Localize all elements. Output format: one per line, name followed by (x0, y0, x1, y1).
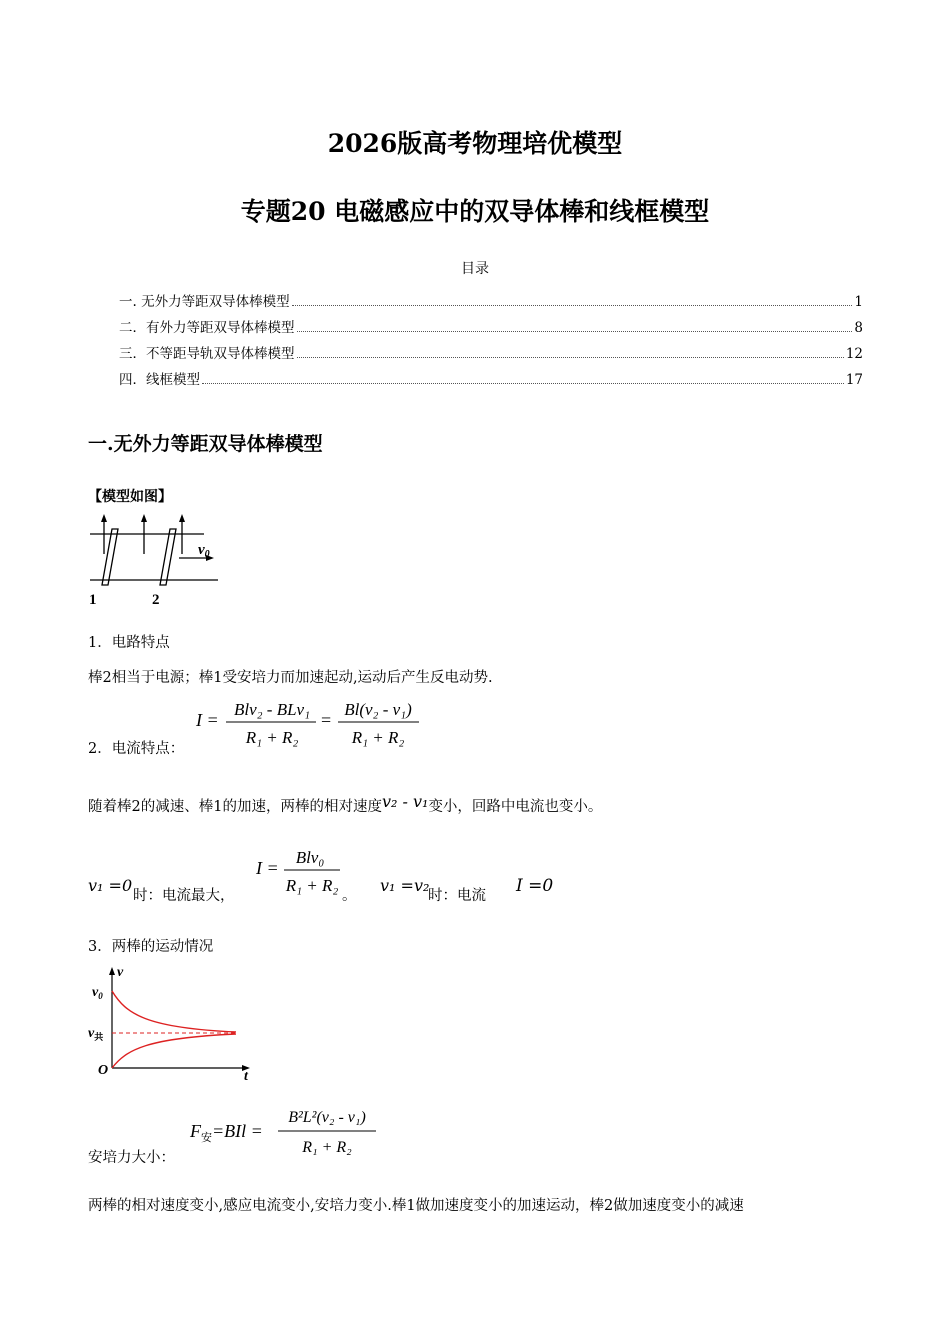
arrow-head-icon (179, 514, 185, 522)
rod-2 (160, 529, 176, 585)
condition-1-text: 时：电流最大， (133, 888, 235, 904)
rod-1-label: 1 (89, 592, 97, 608)
svg-text:Blv₀: Blv₀ (295, 848, 325, 867)
rod-1-curve (112, 1034, 236, 1068)
item1-text: 棒2相当于电源；棒1受安培力而加速起动,运动后产生反电动势. (88, 670, 493, 686)
period: 。 (342, 888, 357, 904)
svg-text:=: = (321, 710, 332, 730)
origin-label: O (98, 1063, 109, 1078)
toc-item-page: 1 (854, 294, 863, 310)
item2-text-a: 随着棒2的减速、棒1的加速，两棒的相对速度 (88, 799, 382, 815)
toc-leader (297, 330, 853, 332)
velocity-time-graph (86, 964, 256, 1084)
condition-2: v₁ =v₂ (380, 876, 430, 895)
item2-paragraph (88, 792, 603, 816)
toc-item-page: 12 (845, 346, 863, 362)
svg-text:R₁ + R₂: R₁ + R₂ (285, 876, 339, 895)
rails-rods-figure (84, 512, 224, 608)
toc-leader (202, 382, 844, 384)
rod-2-curve (112, 991, 236, 1032)
document-subtitle: 专题20 电磁感应中的双导体棒和线框模型 (240, 197, 710, 226)
vshared-tick-label: $v_共$ (88, 1026, 104, 1042)
svg-text:B²L²(v₂ - v₁): B²L²(v₂ - v₁) (288, 1109, 366, 1126)
item3-title: 3．两棒的运动情况 (88, 939, 214, 955)
svg-text:F安=BIl =: $F_安=BIl$ = (190, 1121, 263, 1144)
max-current-equation (254, 842, 354, 902)
svg-text:R₁ + R₂: R₁ + R₂ (245, 728, 299, 747)
force-label: 安培力大小： (88, 1150, 175, 1166)
toc-heading: 目录 (461, 261, 489, 277)
toc-item-page: 17 (845, 372, 863, 388)
toc-item-label: 二．有外力等距双导体棒模型 (119, 320, 295, 336)
relative-velocity: v₂ - v₁ (381, 792, 429, 811)
condition-1: v₁ =0 (88, 876, 133, 895)
toc-item-label: 四．线框模型 (119, 372, 200, 388)
t-axis-label: t (244, 1069, 248, 1084)
last-paragraph: 两棒的相对速度变小,感应电流变小,安培力变小.棒1做加速度变小的加速运动，棒2做加速度变小的减速 (88, 1198, 744, 1214)
toc-item-label: 三．不等距导轨双导体棒模型 (119, 346, 295, 362)
condition-2-text: 时：电流 (428, 888, 486, 904)
toc-leader (292, 304, 853, 306)
current-equation (194, 696, 424, 754)
toc-item[interactable] (119, 368, 863, 386)
v0-tick-label: $v_0$ (92, 985, 103, 1001)
v0-label: $v_0$ (198, 542, 210, 560)
toc-item[interactable] (119, 290, 863, 308)
toc-item-page: 8 (854, 320, 863, 336)
arrow-head-icon (101, 514, 107, 522)
item1-title: 1．电路特点 (88, 635, 170, 651)
toc-item[interactable] (119, 316, 863, 334)
arrow-head-icon (109, 967, 115, 975)
item2-text-b: 变小，回路中电流也变小。 (428, 799, 603, 815)
toc-leader (297, 356, 844, 358)
svg-text:Bl(v₂ - v₁): Bl(v₂ - v₁) (344, 700, 412, 719)
svg-text:R₁ + R₂: R₁ + R₂ (351, 728, 405, 747)
svg-text:R₁ + R₂: R₁ + R₂ (302, 1139, 352, 1156)
section-heading: 一.无外力等距双导体棒模型 (88, 433, 323, 455)
ampere-force-equation (186, 1102, 386, 1160)
item2-title: 2．电流特点： (88, 741, 185, 757)
document-title: 2026版高考物理培优模型 (327, 129, 623, 158)
toc-item-label: 一. 无外力等距双导体棒模型 (119, 294, 290, 310)
toc-item[interactable] (119, 342, 863, 360)
svg-text:I =: I = (256, 858, 279, 878)
arrow-head-icon (141, 514, 147, 522)
rod-2-label: 2 (152, 592, 160, 608)
zero-current: I =0 (516, 876, 554, 896)
svg-text:I =: I = (196, 710, 219, 730)
model-label: 【模型如图】 (88, 489, 172, 505)
svg-text:Blv₂ - BLv₁: Blv₂ - BLv₁ (233, 700, 311, 719)
v-axis-label: v (117, 965, 124, 980)
